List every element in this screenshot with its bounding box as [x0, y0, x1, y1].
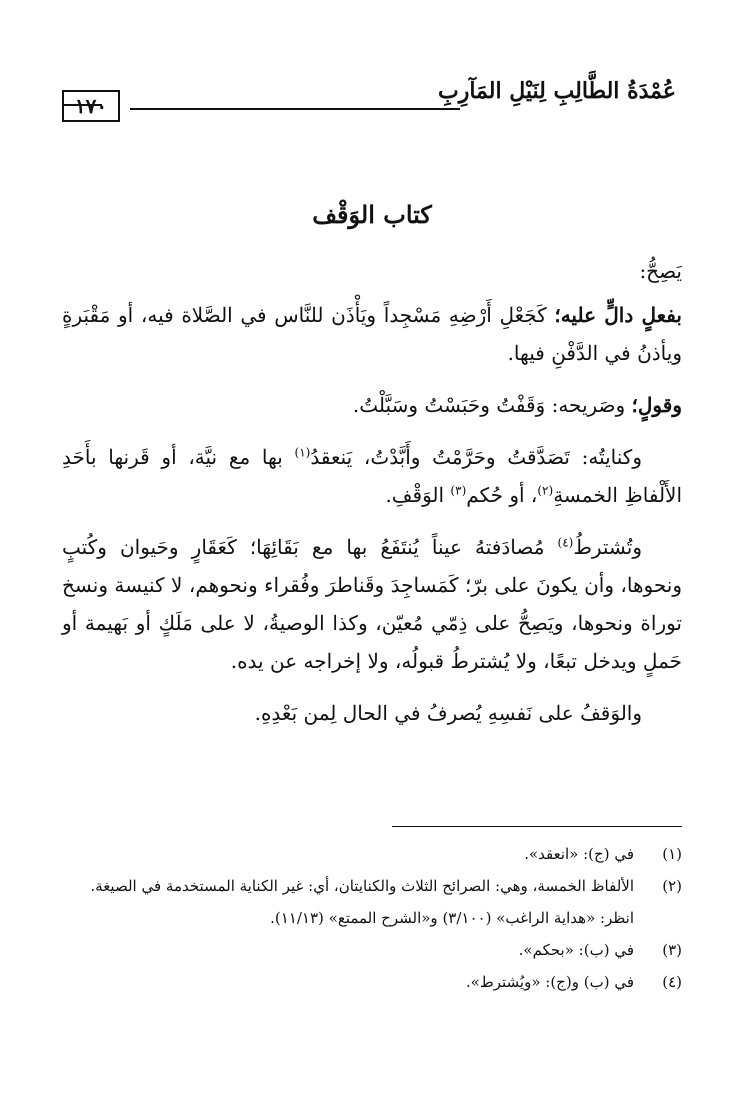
footnote-text: انظر: «هداية الراغب» (٣/١٠٠) و«الشرح الممتع» (١١/١٣). — [270, 909, 634, 927]
paragraph-text: الوَقْفِ. — [385, 483, 451, 507]
chapter-title: كتاب الوَقْف — [312, 200, 432, 229]
footnote-text: في (ب) و(ج): «ويُشترط». — [465, 973, 634, 991]
paragraph-text: يَصِحُّ: — [639, 259, 682, 283]
footnote-3 — [62, 936, 682, 964]
note-ref-3: (٣) — [450, 483, 467, 498]
footnote-text: في (ب): «بحكم». — [518, 941, 634, 959]
paragraph-1 — [62, 296, 682, 372]
paragraph-text: ، أو حُكم — [466, 483, 538, 507]
footnotes — [62, 840, 682, 1000]
note-ref-2: (٢) — [537, 483, 554, 498]
main-text — [62, 196, 682, 746]
page-header — [62, 72, 676, 122]
paragraph-2 — [62, 386, 682, 424]
footnote-4 — [62, 968, 682, 996]
paragraph-text: مُصادَفتهُ عيناً يُنتَفَعُ بها مع بَقَائِهَا؛ كَعَقَارٍ وحَيوان وكُتبٍ ونحوها، وأن يكونَ على برّ؛ كَمَساجِدَ وقَناطرَ وفُقراء ونحوهم، لا كنيسة ونسخ توراة ونحوها، ويَصِحُّ على ذِمّي مُعيّن، وكذا الوصيةُ، لا على مَلَكٍ أو بَهيمة أو حَملٍ ويدخل تبعًا، ولا يُشترطُ قبولُه، ولا إخراجه عن يده. — [62, 535, 682, 673]
bold-lead: بفعلٍ دالٍّ عليه؛ — [554, 303, 682, 327]
paragraph-4 — [62, 528, 682, 680]
paragraph-text: وكنايتُه: تَصَدَّقتُ وحَرَّمْتُ وأَبَّدْتُ، يَنعقدُ — [310, 445, 642, 469]
footnote-number: (١) — [662, 845, 682, 863]
footnote-divider — [392, 826, 682, 827]
header-rule-right — [130, 108, 460, 110]
footnote-1 — [62, 840, 682, 868]
page-number: ١٧٠ — [62, 90, 120, 122]
note-ref-1: (١) — [294, 445, 311, 460]
note-ref-4: (٤) — [557, 535, 574, 550]
bold-lead: وقولٍ؛ — [631, 393, 682, 417]
paragraph-text: كَجَعْلِ أَرْضِهِ مَسْجِداً ويَأْذَن للنَّاس في الصَّلاة فيه، أو مَقْبَرةٍ ويأذنُ في الدَّفْنِ فيها. — [62, 303, 682, 365]
footnote-text: الألفاظ الخمسة، وهي: الصرائح الثلاث والكنايتان، أي: غير الكناية المستخدمة في الصيغة. — [90, 877, 634, 895]
paragraph-text: والوَقفُ على نَفسِهِ يُصرفُ في الحال لِمن بَعْدِهِ. — [254, 701, 642, 725]
footnote-number: (٤) — [662, 973, 682, 991]
paragraph-text: وصَريحه: وَقَفْتُ وحَبَسْتُ وسَبَّلْتُ. — [352, 393, 632, 417]
footnote-2 — [62, 872, 682, 900]
running-title: عُمْدَةُ الطَّالِبِ لِنَيْلِ المَآرِبِ — [438, 78, 676, 104]
paragraph-text: بها مع نيَّة، أو قَرنها بأَحَدِ الأَلْفاظِ الخمسةِ — [62, 445, 682, 507]
paragraph-yasih — [62, 252, 682, 290]
footnote-number: (٢) — [662, 877, 682, 895]
paragraph-text: وتُشترطُ — [573, 535, 642, 559]
paragraph-5 — [62, 694, 682, 732]
paragraph-3 — [62, 438, 682, 514]
footnote-number: (٣) — [662, 941, 682, 959]
footnote-text: في (ج): «انعقد». — [524, 845, 634, 863]
footnote-2-reference — [62, 904, 682, 932]
